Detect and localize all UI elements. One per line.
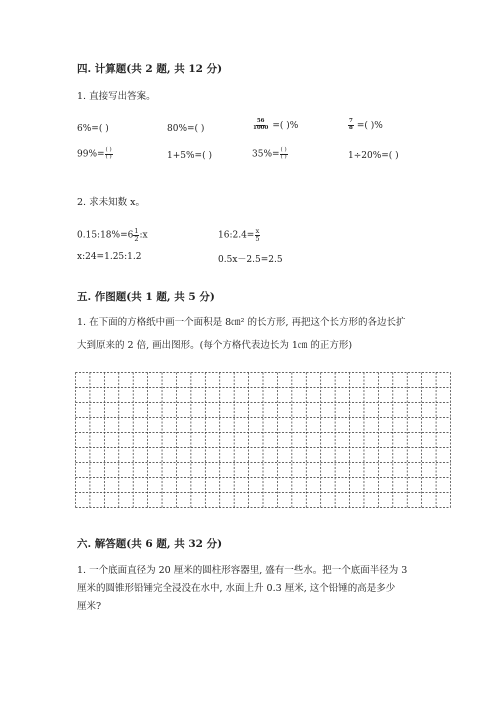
fraction-numerator: 1 [134,227,139,235]
problem-1-div-20-percent: 1÷20%=( ) [348,151,399,161]
question-1-label: 1. 直接写出答案。 [77,91,156,102]
word-problem-line-2: 厘米的圆锥形铅锤完全浸没在水中, 水面上升 0.3 厘米, 这个铅锤的高是多少 [77,583,396,594]
word-problem-line-3: 厘米? [77,601,102,612]
problem-35-percent [252,148,288,160]
equation-1 [77,228,148,242]
problem-6-percent: 6%=( ) [77,124,109,134]
problem-80-percent: 80%=( ) [167,124,205,134]
fraction-denominator: 1000 [253,124,269,131]
fraction-denominator: 2 [134,234,139,243]
expression: 16:2.4= [218,230,255,241]
drawing-question-line-1: 1. 在下面的方格纸中画一个面积是 8㎝² 的长方形, 再把这个长方形的各边长扩 [77,317,406,328]
equation-2 [218,228,260,242]
equation-4: 0.5x－2.5=2.5 [218,255,283,265]
fraction-numerator: x [255,227,260,235]
answer-blank: =( )% [272,120,299,131]
fraction-denominator: ( ) [105,153,112,160]
fraction-denominator: 8 [349,124,353,131]
section-4-heading: 四. 计算题(共 2 题, 共 12 分) [77,63,223,75]
graph-paper-grid[interactable] [75,372,451,508]
word-problem-line-1: 1. 一个底面直径为 20 厘米的圆柱形容器里, 盛有一些水。把一个底面半径为 3 [77,565,408,576]
problem-fraction-7-8 [348,119,383,131]
fraction-numerator: 7 [349,118,353,124]
grid-lines [75,372,451,508]
question-2-label: 2. 求未知数 x。 [77,197,145,208]
fraction-denominator: 5 [255,234,260,243]
fraction-denominator: ( ) [280,153,287,160]
drawing-question-line-2: 大到原来的 2 倍, 画出图形。(每个方格代表边长为 1㎝ 的正方形) [77,340,353,351]
section-5-heading: 五. 作图题(共 1 题, 共 5 分) [77,291,215,303]
fraction-numerator: ( ) [105,147,112,153]
answer-blank: =( )% [356,120,383,131]
fraction-numerator: ( ) [280,147,287,153]
expression: 35%= [252,149,280,160]
problem-fraction-56-1000 [252,119,298,131]
expression-tail: :x [139,230,148,241]
problem-1-plus-5-percent: 1+5%=( ) [167,151,212,161]
expression: 0.15:18%=6 [77,230,134,241]
equation-3: x:24=1.25:1.2 [77,252,142,262]
fraction-numerator: 56 [256,118,265,124]
expression: 99%= [77,149,105,160]
problem-99-percent [77,148,113,160]
section-6-heading: 六. 解答题(共 6 题, 共 32 分) [77,538,223,550]
